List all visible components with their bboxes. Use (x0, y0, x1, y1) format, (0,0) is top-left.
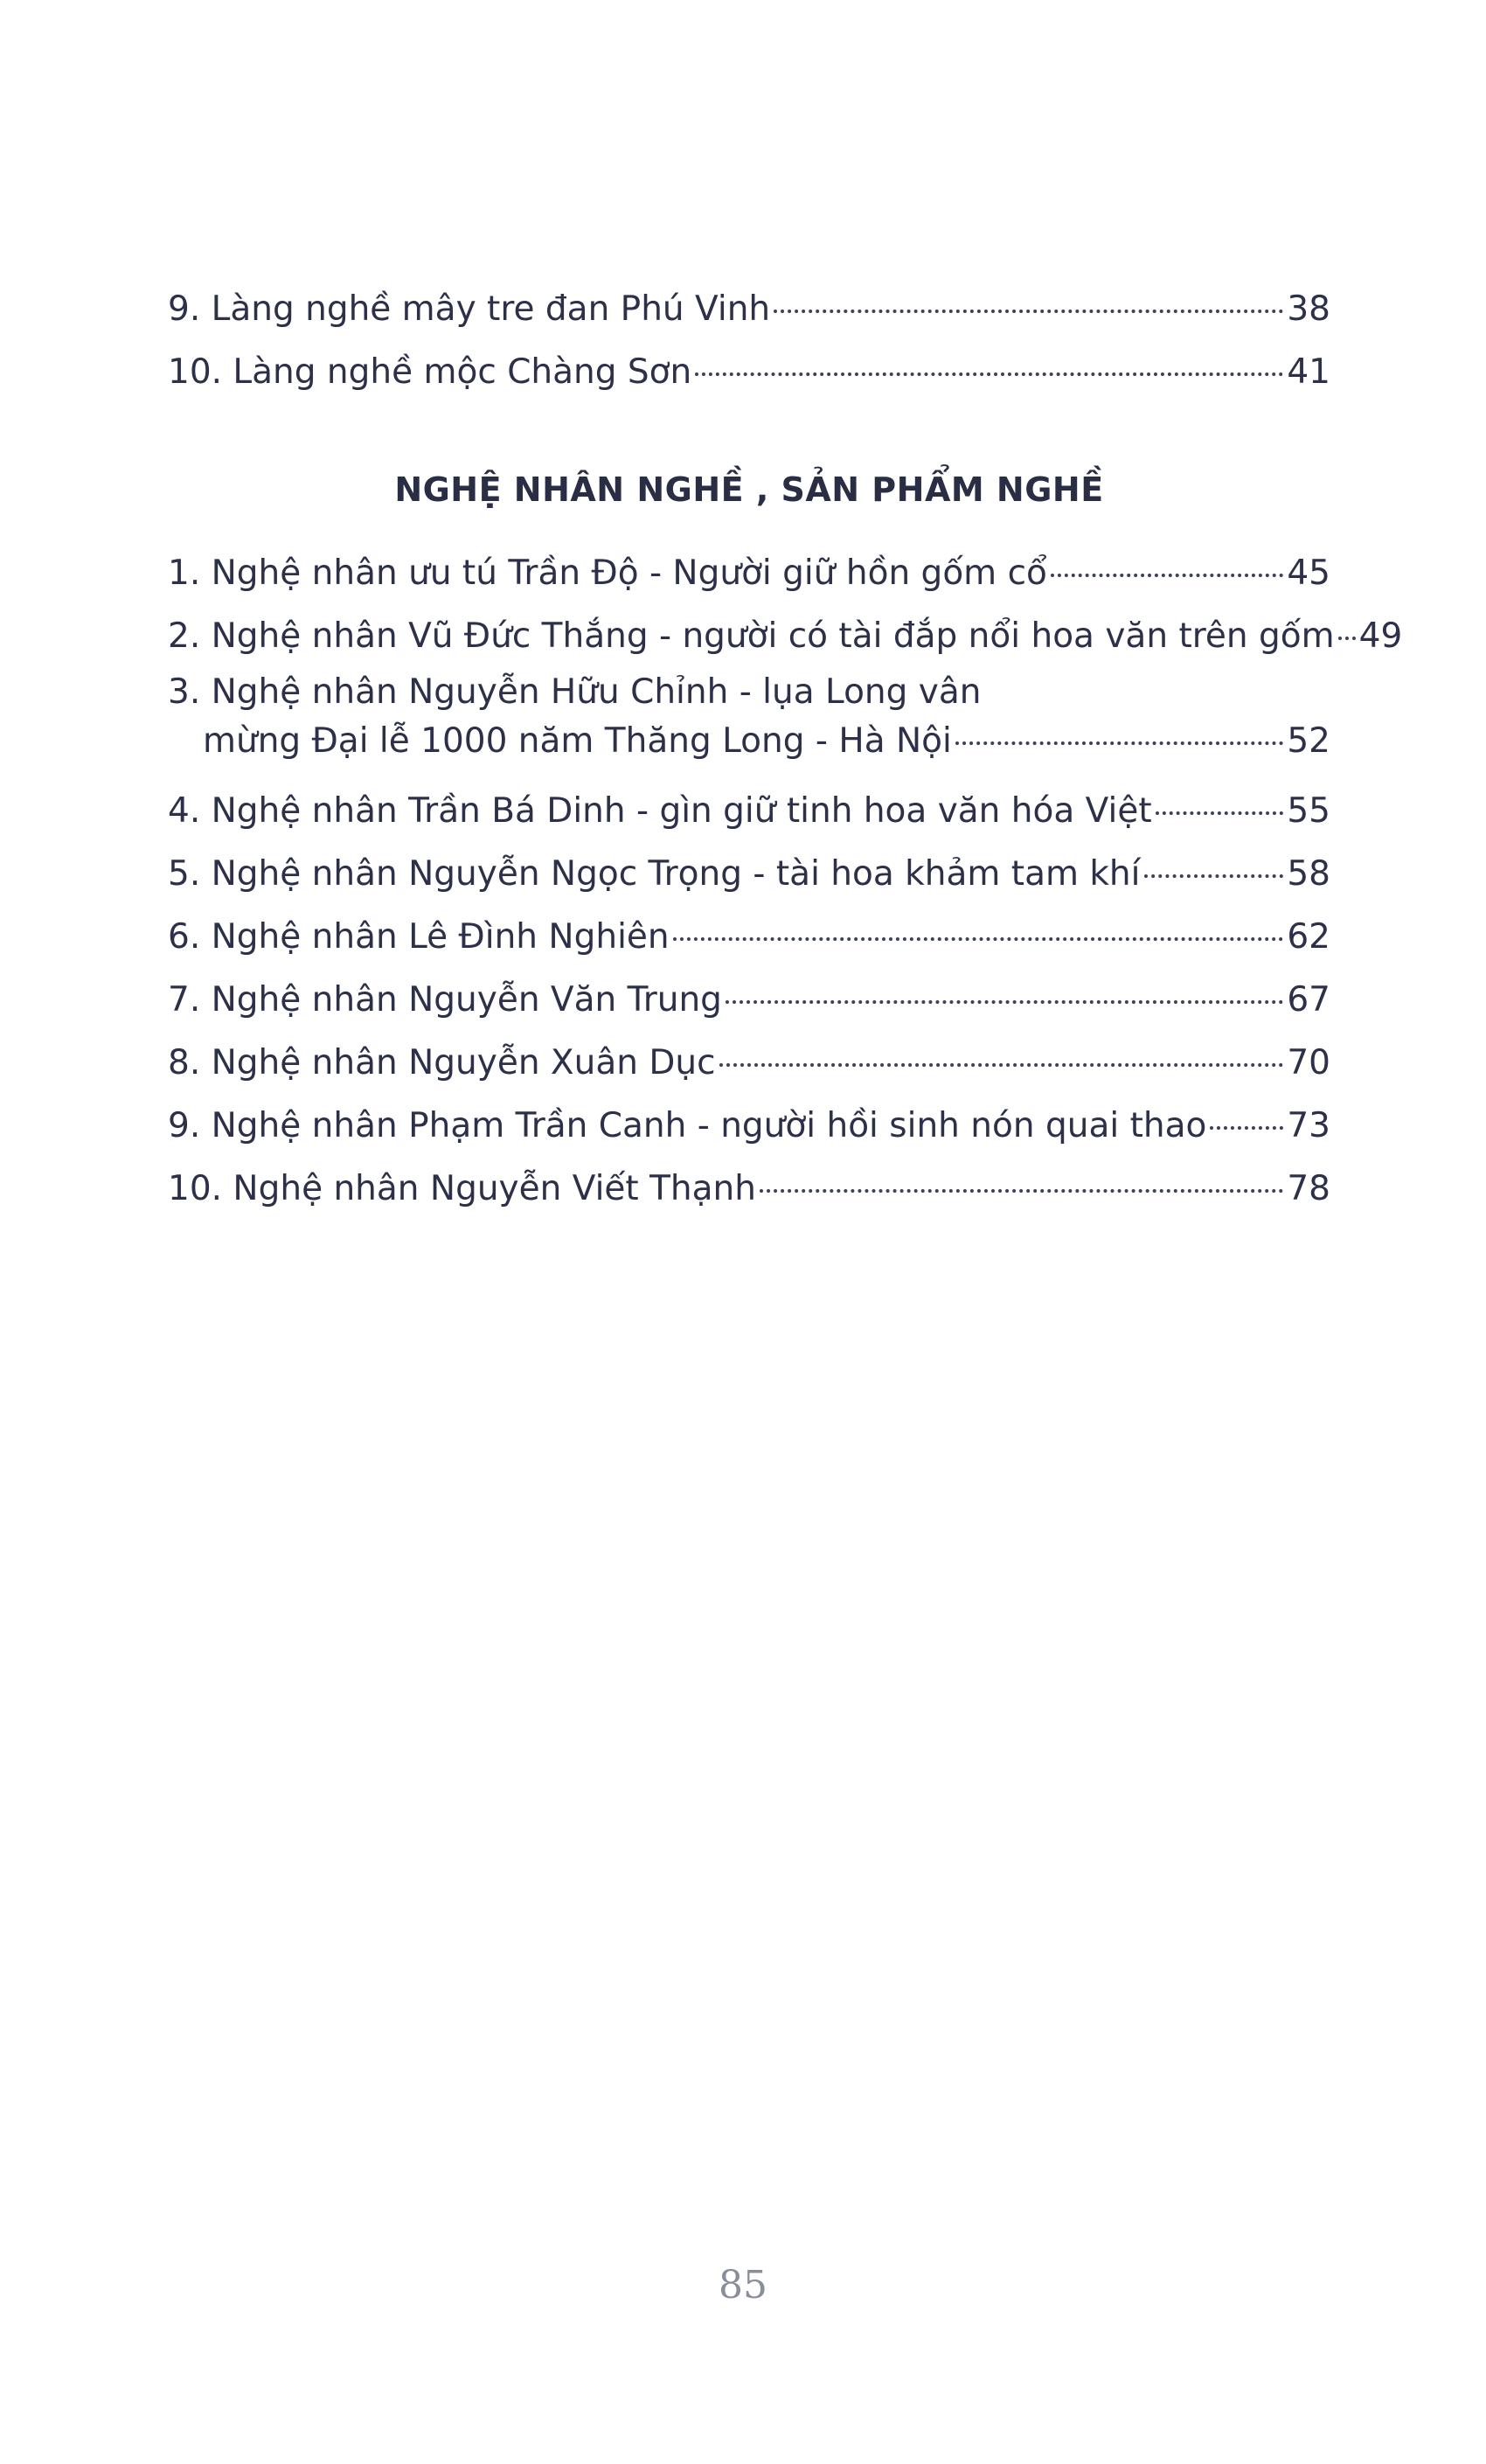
dot-leader (1210, 1126, 1283, 1130)
dot-leader (726, 1000, 1283, 1004)
section-heading: NGHỆ NHÂN NGHỀ , SẢN PHẨM NGHỀ (394, 470, 1104, 509)
toc-entry-page: 52 (1287, 721, 1330, 761)
toc-entry-page: 78 (1287, 1169, 1330, 1208)
page-number: 85 (719, 2263, 767, 2307)
toc-entry-title: 7. Nghệ nhân Nguyễn Văn Trung (168, 980, 722, 1020)
toc-entry[interactable] (168, 843, 1330, 906)
toc-entry[interactable] (168, 542, 1330, 605)
toc-entry[interactable] (168, 1158, 1330, 1221)
toc-entry-page: 55 (1287, 791, 1330, 831)
toc-continued-list (168, 278, 1330, 404)
dot-leader (1338, 637, 1356, 640)
toc-entry-title-line2: mừng Đại lễ 1000 năm Thăng Long - Hà Nội (203, 721, 952, 761)
toc-entry-title: 8. Nghệ nhân Nguyễn Xuân Dục (168, 1043, 716, 1082)
toc-entry-page: 73 (1287, 1106, 1330, 1145)
toc-entry[interactable] (168, 605, 1403, 668)
dot-leader (673, 937, 1284, 941)
toc-entry-title: 9. Nghệ nhân Phạm Trần Canh - người hồi sinh nón quai thao (168, 1106, 1207, 1145)
toc-entry-page: 45 (1287, 553, 1330, 593)
toc-section-artisans (168, 463, 1403, 1221)
toc-entry[interactable] (168, 668, 1330, 766)
toc-entry-page: 67 (1287, 980, 1330, 1020)
toc-entry-page: 49 (1358, 616, 1403, 656)
toc-entry-title: 9. Làng nghề mây tre đan Phú Vinh (168, 289, 771, 329)
toc-entry[interactable] (168, 780, 1330, 843)
toc-entry-page: 38 (1287, 289, 1330, 329)
toc-entry[interactable] (168, 1032, 1330, 1095)
toc-entry[interactable] (168, 278, 1330, 341)
dot-leader (955, 741, 1284, 745)
toc-entry-page: 41 (1287, 352, 1330, 392)
toc-entry-title: 4. Nghệ nhân Trần Bá Dinh - gìn giữ tinh hoa văn hóa Việt (168, 791, 1152, 831)
dot-leader (719, 1063, 1284, 1067)
toc-entry-title: 10. Nghệ nhân Nguyễn Viết Thạnh (168, 1169, 756, 1208)
dot-leader (760, 1189, 1283, 1193)
toc-entry-title-line1: 3. Nghệ nhân Nguyễn Hữu Chỉnh - lụa Long vân (168, 672, 982, 712)
toc-entry-title: 2. Nghệ nhân Vũ Đức Thắng - người có tài đắp nổi hoa văn trên gốm (168, 616, 1335, 656)
toc-entry[interactable] (168, 906, 1330, 969)
dot-leader (1156, 811, 1284, 815)
toc-entry-page: 70 (1287, 1043, 1330, 1082)
toc-entry-title: 1. Nghệ nhân ưu tú Trần Độ - Người giữ hồn gốm cổ (168, 553, 1047, 593)
toc-entry[interactable] (168, 341, 1330, 404)
dot-leader (695, 372, 1283, 376)
toc-entry-title: 10. Làng nghề mộc Chàng Sơn (168, 352, 692, 392)
toc-entry-page: 58 (1287, 854, 1330, 894)
toc-entry[interactable] (168, 969, 1330, 1032)
toc-entry-title: 6. Nghệ nhân Lê Đình Nghiên (168, 917, 670, 957)
dot-leader (1144, 874, 1284, 878)
toc-entry-page: 62 (1287, 917, 1330, 957)
dot-leader (774, 310, 1283, 313)
toc-entry[interactable] (168, 1095, 1330, 1158)
toc-entry-title: 5. Nghệ nhân Nguyễn Ngọc Trọng - tài hoa khảm tam khí (168, 854, 1141, 894)
toc-entry-line2 (168, 717, 1330, 766)
dot-leader (1051, 574, 1283, 577)
